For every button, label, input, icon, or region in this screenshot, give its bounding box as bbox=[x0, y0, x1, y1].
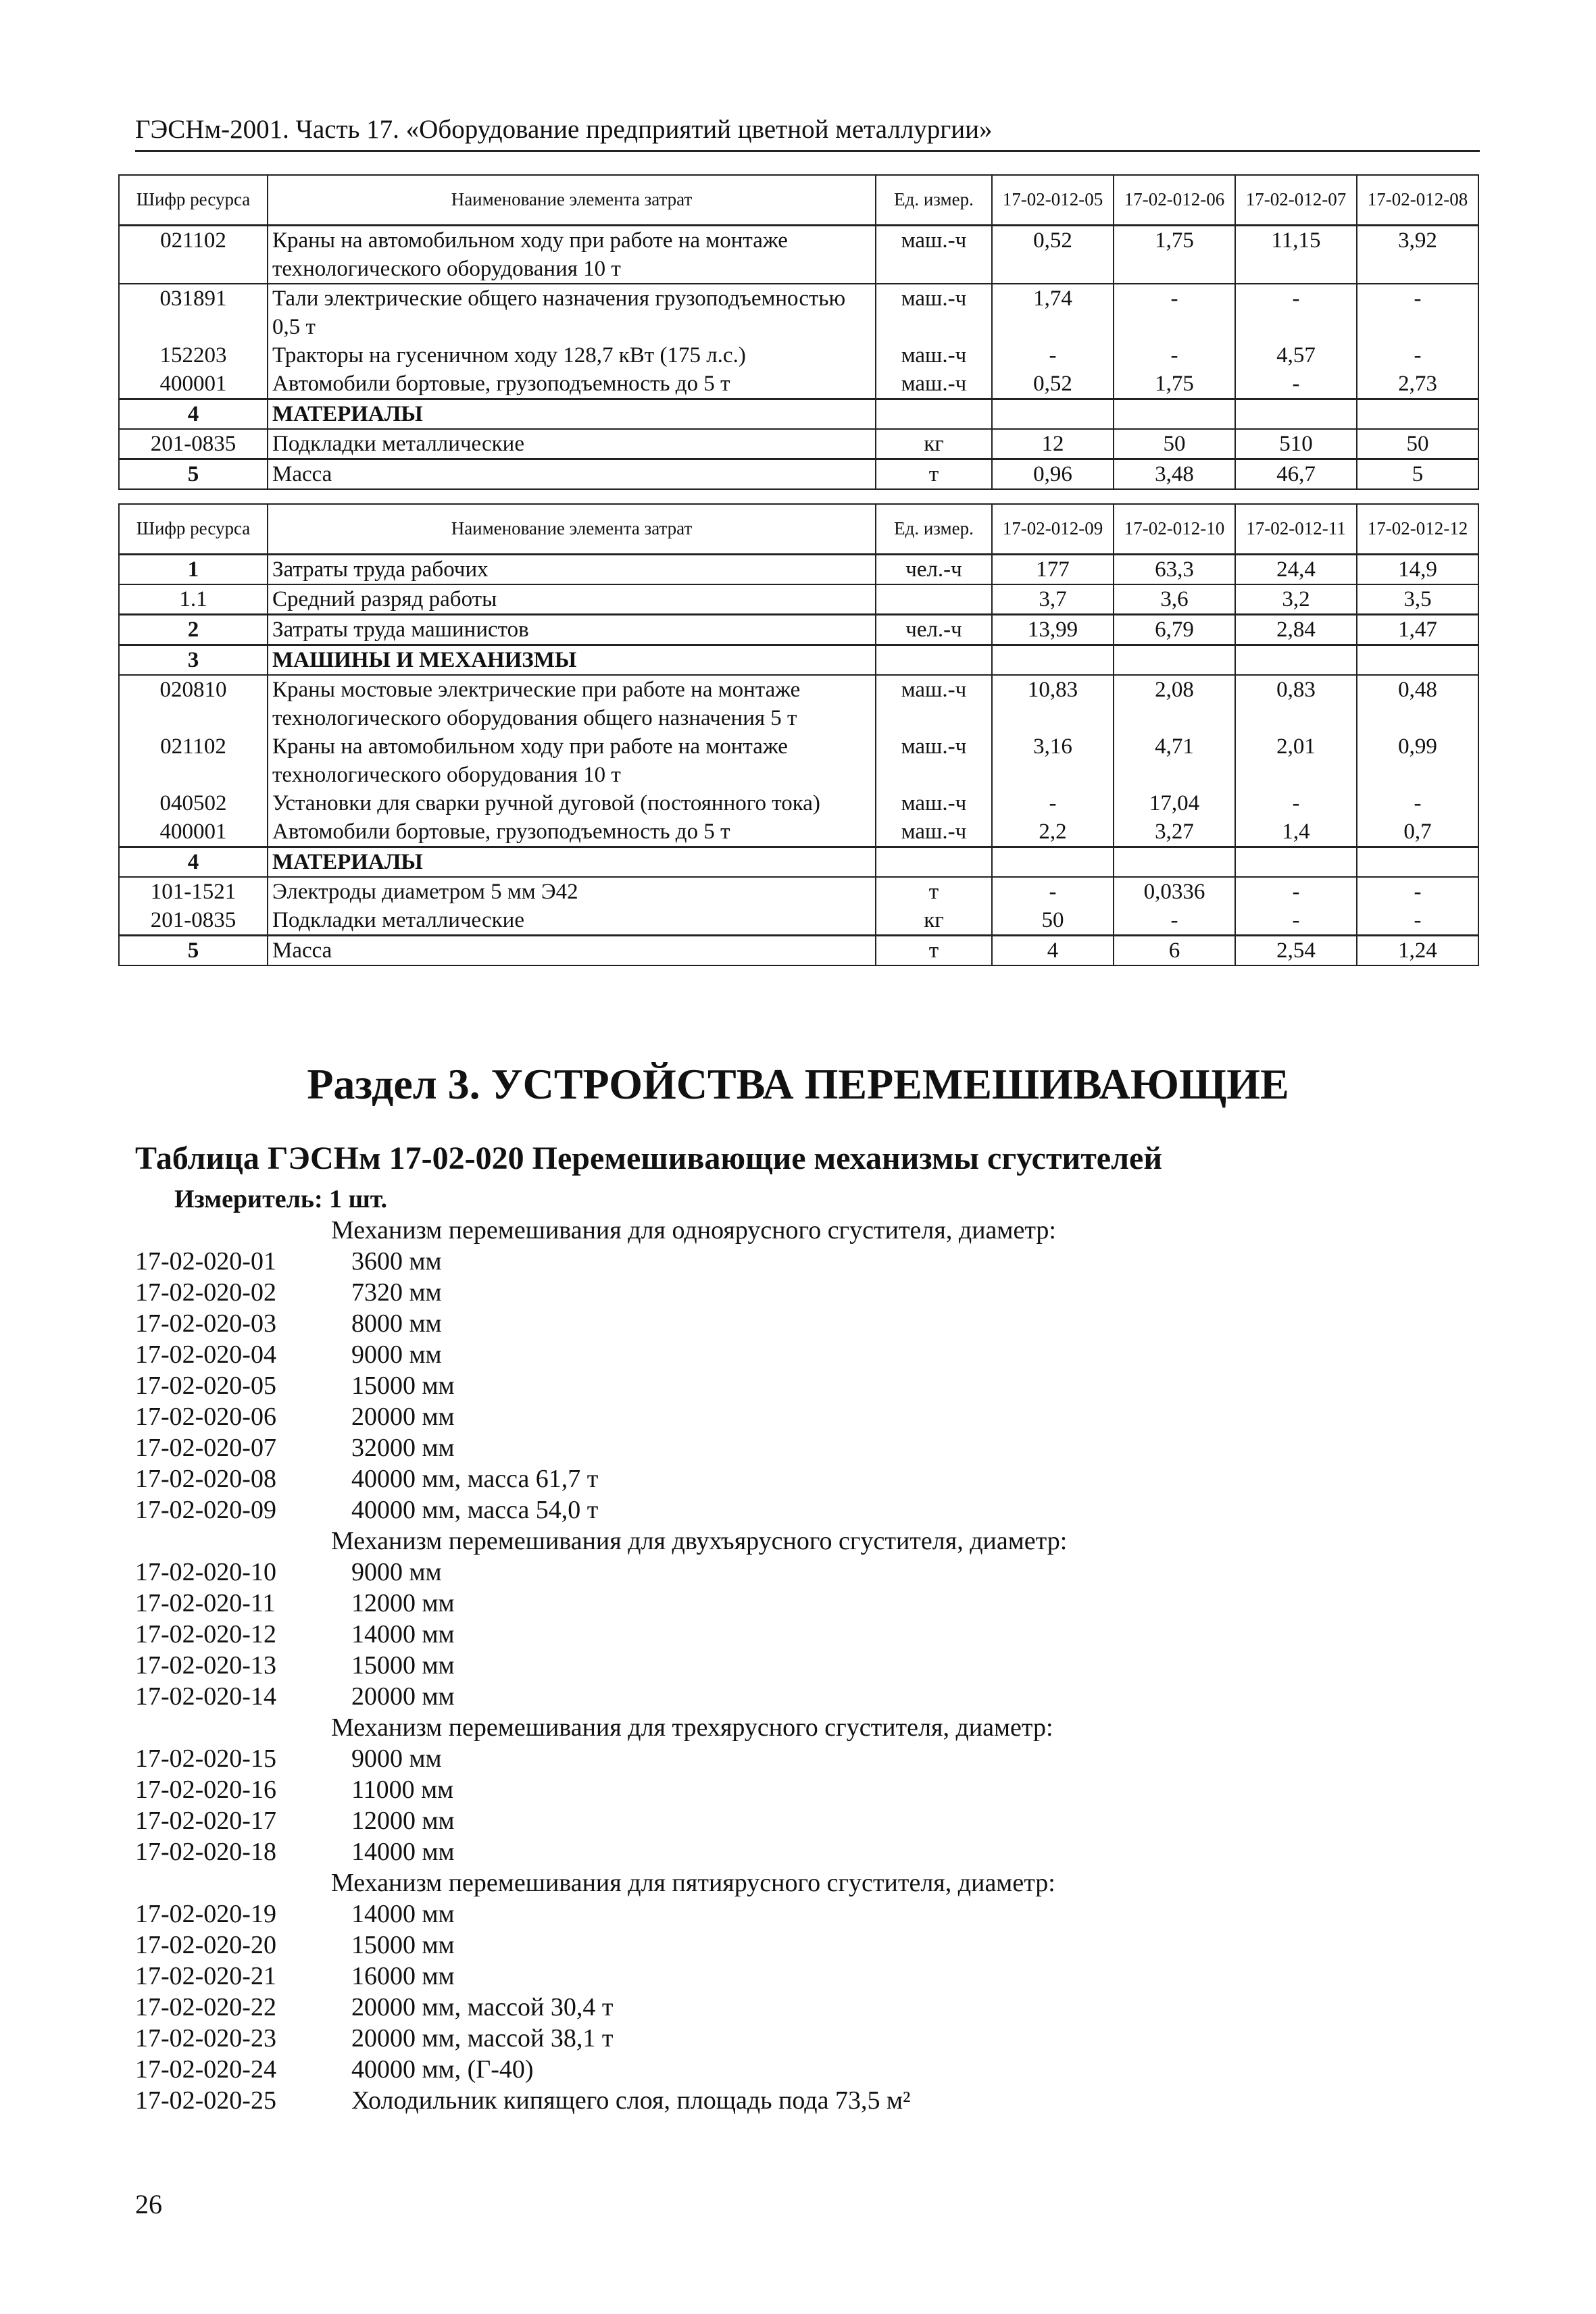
list-item-description: 14000 мм bbox=[351, 1900, 455, 1928]
list-item bbox=[0, 1930, 1596, 1961]
list-item bbox=[0, 1992, 1596, 2023]
cell-code: 5 bbox=[119, 459, 268, 489]
list-item bbox=[0, 1463, 1596, 1494]
cell-code: 021102 bbox=[119, 732, 268, 789]
col-header-unit: Ед. измер. bbox=[876, 175, 992, 225]
list-item-description: 8000 мм bbox=[351, 1309, 442, 1338]
cell-unit: маш.-ч bbox=[876, 370, 992, 399]
list-item-code: 17-02-020-16 bbox=[135, 1776, 276, 1804]
cell-value: 5 bbox=[1357, 459, 1478, 489]
list-item-description: 9000 мм bbox=[351, 1340, 442, 1369]
table-row bbox=[119, 789, 1478, 818]
list-item-code: 17-02-020-25 bbox=[135, 2086, 276, 2115]
cell-value: 17,04 bbox=[1114, 789, 1235, 818]
cell-code: 3 bbox=[119, 645, 268, 675]
cell-name: Автомобили бортовые, грузоподъемность до 5 т bbox=[268, 370, 876, 399]
list-item-description: Механизм перемешивания для трехярусного сгустителя, диаметр: bbox=[331, 1713, 1053, 1742]
cell-unit bbox=[876, 847, 992, 877]
cell-code: 4 bbox=[119, 847, 268, 877]
list-item-description: 3600 мм bbox=[351, 1247, 442, 1276]
cell-code: 2 bbox=[119, 614, 268, 645]
cell-name: Масса bbox=[268, 459, 876, 489]
cell-unit: маш.-ч bbox=[876, 284, 992, 341]
cell-value: 177 bbox=[992, 554, 1114, 584]
cell-value: 3,6 bbox=[1114, 584, 1235, 615]
table-row bbox=[119, 614, 1478, 645]
cell-value: 0,7 bbox=[1357, 818, 1478, 847]
norm-table-2 bbox=[118, 503, 1479, 966]
cell-name: МАТЕРИАЛЫ bbox=[268, 847, 876, 877]
list-item-code: 17-02-020-10 bbox=[135, 1558, 276, 1586]
cell-value bbox=[1235, 645, 1357, 675]
list-item-description: 20000 мм, массой 38,1 т bbox=[351, 2024, 614, 2053]
cell-value bbox=[1357, 399, 1478, 429]
table-row bbox=[119, 554, 1478, 584]
list-item-code: 17-02-020-24 bbox=[135, 2055, 276, 2084]
list-item bbox=[0, 1961, 1596, 1992]
cell-value: 2,73 bbox=[1357, 370, 1478, 399]
cell-value: 1,4 bbox=[1235, 818, 1357, 847]
table-row bbox=[119, 906, 1478, 936]
cell-code: 4 bbox=[119, 399, 268, 429]
cell-value: 0,83 bbox=[1235, 675, 1357, 732]
table-row bbox=[119, 429, 1478, 459]
cell-value: - bbox=[992, 341, 1114, 370]
cell-code: 5 bbox=[119, 935, 268, 965]
cell-value: 0,52 bbox=[992, 225, 1114, 284]
cell-value: 510 bbox=[1235, 429, 1357, 459]
list-item-description: 20000 мм bbox=[351, 1682, 455, 1711]
cell-name: Подкладки металлические bbox=[268, 906, 876, 936]
cell-value: - bbox=[1357, 284, 1478, 341]
list-item-code: 17-02-020-14 bbox=[135, 1682, 276, 1711]
cell-code: 201-0835 bbox=[119, 906, 268, 936]
cell-value: 1,24 bbox=[1357, 935, 1478, 965]
cell-value: 0,96 bbox=[992, 459, 1114, 489]
list-group-heading bbox=[0, 1526, 1596, 1557]
cell-value: 3,16 bbox=[992, 732, 1114, 789]
cell-value bbox=[992, 399, 1114, 429]
cell-value: 2,2 bbox=[992, 818, 1114, 847]
cell-unit: маш.-ч bbox=[876, 789, 992, 818]
cell-unit: кг bbox=[876, 429, 992, 459]
norm-list bbox=[0, 1215, 1596, 2116]
cell-code: 1 bbox=[119, 554, 268, 584]
list-item bbox=[0, 2054, 1596, 2085]
cell-value: - bbox=[1235, 877, 1357, 906]
cell-code: 152203 bbox=[119, 341, 268, 370]
list-item-code: 17-02-020-21 bbox=[135, 1962, 276, 1990]
cell-value: - bbox=[992, 789, 1114, 818]
list-item-code: 17-02-020-20 bbox=[135, 1931, 276, 1959]
col-header-code: Шифр ресурса bbox=[119, 175, 268, 225]
table-header-row bbox=[119, 504, 1478, 554]
measure-unit: Измеритель: 1 шт. bbox=[174, 1185, 388, 1213]
list-item-description: Холодильник кипящего слоя, площадь пода 73,5 м² bbox=[351, 2086, 911, 2115]
cell-unit: т bbox=[876, 935, 992, 965]
col-header-unit: Ед. измер. bbox=[876, 504, 992, 554]
list-item-code: 17-02-020-04 bbox=[135, 1340, 276, 1369]
cell-unit: маш.-ч bbox=[876, 225, 992, 284]
table-row bbox=[119, 284, 1478, 341]
list-item-code: 17-02-020-12 bbox=[135, 1620, 276, 1649]
cell-name: Масса bbox=[268, 935, 876, 965]
list-item-code: 17-02-020-09 bbox=[135, 1496, 276, 1524]
table-row bbox=[119, 370, 1478, 399]
table-row bbox=[119, 459, 1478, 489]
cell-value bbox=[1114, 399, 1235, 429]
list-item bbox=[0, 2085, 1596, 2116]
cell-code: 020810 bbox=[119, 675, 268, 732]
cell-value bbox=[1357, 847, 1478, 877]
cell-name: Автомобили бортовые, грузоподъемность до 5 т bbox=[268, 818, 876, 847]
cell-value: 0,52 bbox=[992, 370, 1114, 399]
cell-value: 50 bbox=[992, 906, 1114, 936]
section-title: Раздел 3. УСТРОЙСТВА ПЕРЕМЕШИВАЮЩИЕ bbox=[307, 1060, 1289, 1108]
cell-name: Подкладки металлические bbox=[268, 429, 876, 459]
list-group-heading bbox=[0, 1215, 1596, 1246]
cell-value bbox=[1235, 399, 1357, 429]
cell-value: 14,9 bbox=[1357, 554, 1478, 584]
cell-code: 400001 bbox=[119, 370, 268, 399]
cell-value: 0,48 bbox=[1357, 675, 1478, 732]
list-item bbox=[0, 1650, 1596, 1681]
list-item-description: 20000 мм, массой 30,4 т bbox=[351, 1993, 614, 2021]
cell-value: 1,75 bbox=[1114, 370, 1235, 399]
table-title: Таблица ГЭСНм 17-02-020 Перемешивающие механизмы сгустителей bbox=[135, 1140, 1162, 1176]
list-group-heading bbox=[0, 1712, 1596, 1743]
cell-value: 46,7 bbox=[1235, 459, 1357, 489]
cell-code: 201-0835 bbox=[119, 429, 268, 459]
cell-unit: кг bbox=[876, 906, 992, 936]
col-header-name: Наименование элемента затрат bbox=[268, 175, 876, 225]
cell-unit: т bbox=[876, 877, 992, 906]
list-item-code: 17-02-020-06 bbox=[135, 1403, 276, 1431]
cell-value: 1,75 bbox=[1114, 225, 1235, 284]
cell-value: 6 bbox=[1114, 935, 1235, 965]
list-item-code: 17-02-020-17 bbox=[135, 1807, 276, 1835]
list-item-code: 17-02-020-22 bbox=[135, 1993, 276, 2021]
table-row bbox=[119, 732, 1478, 789]
list-item-code: 17-02-020-13 bbox=[135, 1651, 276, 1680]
cell-value bbox=[1235, 847, 1357, 877]
list-item bbox=[0, 1681, 1596, 1712]
table-row bbox=[119, 645, 1478, 675]
list-group-heading bbox=[0, 1867, 1596, 1898]
list-item bbox=[0, 1401, 1596, 1432]
cell-value: - bbox=[1357, 906, 1478, 936]
cell-name: МАШИНЫ И МЕХАНИЗМЫ bbox=[268, 645, 876, 675]
list-item-description: Механизм перемешивания для двухъярусного сгустителя, диаметр: bbox=[331, 1527, 1068, 1555]
cell-value bbox=[1357, 645, 1478, 675]
norm-table-1 bbox=[118, 174, 1479, 490]
list-item bbox=[0, 1494, 1596, 1526]
col-header-norm: 17-02-012-06 bbox=[1114, 175, 1235, 225]
cell-code: 031891 bbox=[119, 284, 268, 341]
list-item bbox=[0, 1588, 1596, 1619]
cell-unit: чел.-ч bbox=[876, 614, 992, 645]
cell-code: 1.1 bbox=[119, 584, 268, 615]
list-item-description: 12000 мм bbox=[351, 1807, 455, 1835]
list-item-description: 15000 мм bbox=[351, 1372, 455, 1400]
cell-name: Электроды диаметром 5 мм Э42 bbox=[268, 877, 876, 906]
list-item-description: 9000 мм bbox=[351, 1744, 442, 1773]
table-row bbox=[119, 935, 1478, 965]
list-item-description: 40000 мм, масса 61,7 т bbox=[351, 1465, 599, 1493]
list-item bbox=[0, 1339, 1596, 1370]
cell-value: - bbox=[1235, 906, 1357, 936]
cell-value: 4,57 bbox=[1235, 341, 1357, 370]
cell-value: 50 bbox=[1114, 429, 1235, 459]
col-header-norm: 17-02-012-05 bbox=[992, 175, 1114, 225]
list-item-description: 15000 мм bbox=[351, 1651, 455, 1680]
list-item-description: 14000 мм bbox=[351, 1838, 455, 1866]
cell-value: 3,2 bbox=[1235, 584, 1357, 615]
list-item-code: 17-02-020-07 bbox=[135, 1434, 276, 1462]
cell-value: - bbox=[1357, 341, 1478, 370]
table-row bbox=[119, 847, 1478, 877]
cell-unit: т bbox=[876, 459, 992, 489]
cell-value: - bbox=[992, 877, 1114, 906]
cell-value: 63,3 bbox=[1114, 554, 1235, 584]
cell-value: - bbox=[1357, 877, 1478, 906]
list-item-code: 17-02-020-08 bbox=[135, 1465, 276, 1493]
cell-value bbox=[1114, 645, 1235, 675]
cell-unit bbox=[876, 645, 992, 675]
list-item-description: 40000 мм, масса 54,0 т bbox=[351, 1496, 599, 1524]
cell-value: 1,74 bbox=[992, 284, 1114, 341]
cell-value: 50 bbox=[1357, 429, 1478, 459]
cell-code: 400001 bbox=[119, 818, 268, 847]
list-item bbox=[0, 1805, 1596, 1836]
cell-value: 24,4 bbox=[1235, 554, 1357, 584]
list-item bbox=[0, 1308, 1596, 1339]
cell-unit: маш.-ч bbox=[876, 818, 992, 847]
cell-name: Краны мостовые электрические при работе на монтаже технологического оборудования общего назначения 5 т bbox=[268, 675, 876, 732]
col-header-norm: 17-02-012-08 bbox=[1357, 175, 1478, 225]
cell-value: 4 bbox=[992, 935, 1114, 965]
table-row bbox=[119, 399, 1478, 429]
col-header-norm: 17-02-012-10 bbox=[1114, 504, 1235, 554]
list-item-code: 17-02-020-02 bbox=[135, 1278, 276, 1307]
col-header-norm: 17-02-012-11 bbox=[1235, 504, 1357, 554]
col-header-code: Шифр ресурса bbox=[119, 504, 268, 554]
cell-value: 6,79 bbox=[1114, 614, 1235, 645]
list-item-description: 20000 мм bbox=[351, 1403, 455, 1431]
cell-unit: маш.-ч bbox=[876, 341, 992, 370]
cell-value: 10,83 bbox=[992, 675, 1114, 732]
list-item-description: 9000 мм bbox=[351, 1558, 442, 1586]
list-item-description: 40000 мм, (Г-40) bbox=[351, 2055, 534, 2084]
list-item bbox=[0, 2023, 1596, 2054]
cell-name: Краны на автомобильном ходу при работе на монтаже технологического оборудования 10 т bbox=[268, 732, 876, 789]
cell-value: - bbox=[1114, 341, 1235, 370]
table-header-row bbox=[119, 175, 1478, 225]
list-item-code: 17-02-020-01 bbox=[135, 1247, 276, 1276]
col-header-norm: 17-02-012-07 bbox=[1235, 175, 1357, 225]
list-item-description: 16000 мм bbox=[351, 1962, 455, 1990]
cell-value: 2,08 bbox=[1114, 675, 1235, 732]
cell-value: 0,99 bbox=[1357, 732, 1478, 789]
list-item-description: 32000 мм bbox=[351, 1434, 455, 1462]
cell-name: МАТЕРИАЛЫ bbox=[268, 399, 876, 429]
cell-value: 3,5 bbox=[1357, 584, 1478, 615]
list-item-code: 17-02-020-23 bbox=[135, 2024, 276, 2053]
list-item-code: 17-02-020-15 bbox=[135, 1744, 276, 1773]
cell-value: 11,15 bbox=[1235, 225, 1357, 284]
cell-value: - bbox=[1235, 370, 1357, 399]
cell-value: 4,71 bbox=[1114, 732, 1235, 789]
cell-value: 2,84 bbox=[1235, 614, 1357, 645]
cell-value: 3,27 bbox=[1114, 818, 1235, 847]
cell-code: 101-1521 bbox=[119, 877, 268, 906]
list-item-code: 17-02-020-05 bbox=[135, 1372, 276, 1400]
list-item-code: 17-02-020-11 bbox=[135, 1589, 276, 1617]
list-item bbox=[0, 1557, 1596, 1588]
cell-name: Краны на автомобильном ходу при работе на монтаже технологического оборудования 10 т bbox=[268, 225, 876, 284]
cell-value: 2,54 bbox=[1235, 935, 1357, 965]
cell-value: 12 bbox=[992, 429, 1114, 459]
list-item bbox=[0, 1277, 1596, 1308]
cell-value: 13,99 bbox=[992, 614, 1114, 645]
cell-unit: маш.-ч bbox=[876, 732, 992, 789]
cell-value: - bbox=[1114, 906, 1235, 936]
list-item-description: 7320 мм bbox=[351, 1278, 442, 1307]
cell-unit bbox=[876, 399, 992, 429]
cell-code: 040502 bbox=[119, 789, 268, 818]
cell-value: - bbox=[1235, 284, 1357, 341]
page-number: 26 bbox=[135, 2189, 162, 2219]
cell-name: Затраты труда рабочих bbox=[268, 554, 876, 584]
table-row bbox=[119, 584, 1478, 615]
list-item bbox=[0, 1743, 1596, 1774]
cell-unit bbox=[876, 584, 992, 615]
list-item bbox=[0, 1898, 1596, 1930]
col-header-norm: 17-02-012-09 bbox=[992, 504, 1114, 554]
list-item bbox=[0, 1774, 1596, 1805]
cell-value: - bbox=[1357, 789, 1478, 818]
list-item bbox=[0, 1246, 1596, 1277]
list-item-description: 12000 мм bbox=[351, 1589, 455, 1617]
table-row bbox=[119, 341, 1478, 370]
list-item-description: 14000 мм bbox=[351, 1620, 455, 1649]
cell-name: Средний разряд работы bbox=[268, 584, 876, 615]
list-item bbox=[0, 1370, 1596, 1401]
cell-name: Тракторы на гусеничном ходу 128,7 кВт (175 л.с.) bbox=[268, 341, 876, 370]
col-header-name: Наименование элемента затрат bbox=[268, 504, 876, 554]
list-item bbox=[0, 1619, 1596, 1650]
list-item-description: 15000 мм bbox=[351, 1931, 455, 1959]
cell-unit: чел.-ч bbox=[876, 554, 992, 584]
table-row bbox=[119, 877, 1478, 906]
cell-value bbox=[992, 847, 1114, 877]
cell-name: Установки для сварки ручной дуговой (постоянного тока) bbox=[268, 789, 876, 818]
cell-value: 3,92 bbox=[1357, 225, 1478, 284]
list-item-description: Механизм перемешивания для одноярусного сгустителя, диаметр: bbox=[331, 1216, 1056, 1244]
list-item-description: Механизм перемешивания для пятиярусного сгустителя, диаметр: bbox=[331, 1869, 1055, 1897]
list-item-description: 11000 мм bbox=[351, 1776, 454, 1804]
cell-value: 3,7 bbox=[992, 584, 1114, 615]
cell-value: - bbox=[1114, 284, 1235, 341]
cell-code: 021102 bbox=[119, 225, 268, 284]
cell-value bbox=[992, 645, 1114, 675]
cell-value: 1,47 bbox=[1357, 614, 1478, 645]
list-item-code: 17-02-020-03 bbox=[135, 1309, 276, 1338]
cell-value: 3,48 bbox=[1114, 459, 1235, 489]
table-row bbox=[119, 225, 1478, 284]
table-row bbox=[119, 675, 1478, 732]
cell-value: 2,01 bbox=[1235, 732, 1357, 789]
list-item-code: 17-02-020-19 bbox=[135, 1900, 276, 1928]
table-row bbox=[119, 818, 1478, 847]
list-item bbox=[0, 1432, 1596, 1463]
cell-value: - bbox=[1235, 789, 1357, 818]
page-header: ГЭСНм-2001. Часть 17. «Оборудование предприятий цветной металлургии» bbox=[135, 114, 1480, 152]
list-item-code: 17-02-020-18 bbox=[135, 1838, 276, 1866]
list-item bbox=[0, 1836, 1596, 1867]
cell-name: Затраты труда машинистов bbox=[268, 614, 876, 645]
cell-value bbox=[1114, 847, 1235, 877]
cell-unit: маш.-ч bbox=[876, 675, 992, 732]
cell-value: 0,0336 bbox=[1114, 877, 1235, 906]
col-header-norm: 17-02-012-12 bbox=[1357, 504, 1478, 554]
cell-name: Тали электрические общего назначения грузоподъемностью 0,5 т bbox=[268, 284, 876, 341]
